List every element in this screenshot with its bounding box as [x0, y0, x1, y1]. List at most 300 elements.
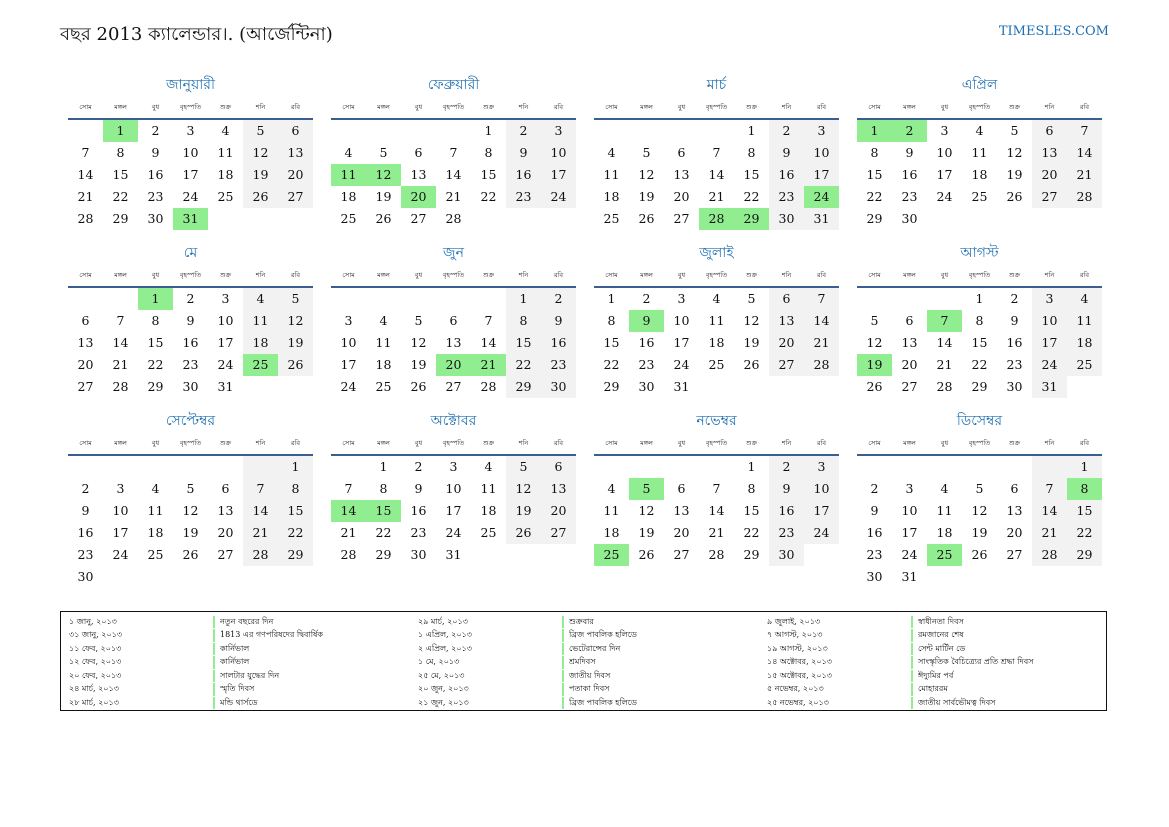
day-cell[interactable]: 5	[1010, 123, 1019, 138]
day-cell[interactable]: 11	[603, 503, 620, 518]
day-cell[interactable]: 8	[1067, 478, 1102, 500]
day-cell[interactable]: 31	[673, 379, 690, 394]
day-cell[interactable]: 26	[971, 547, 988, 562]
day-cell[interactable]: 21	[471, 354, 506, 376]
day-cell[interactable]: 11	[708, 313, 725, 328]
day-cell[interactable]: 13	[77, 335, 94, 350]
day-cell[interactable]: 22	[971, 357, 988, 372]
day-cell[interactable]: 14	[708, 167, 725, 182]
day-cell[interactable]: 9	[1010, 313, 1019, 328]
day-cell[interactable]: 8	[484, 145, 493, 160]
day-cell[interactable]: 8	[151, 313, 160, 328]
day-cell[interactable]: 17	[901, 525, 918, 540]
day-cell[interactable]: 20	[217, 525, 234, 540]
day-cell[interactable]: 28	[77, 211, 94, 226]
day-cell[interactable]: 7	[344, 481, 353, 496]
day-cell[interactable]: 6	[221, 481, 230, 496]
day-cell[interactable]: 31	[1032, 376, 1067, 398]
day-cell[interactable]: 1	[747, 123, 756, 138]
day-cell[interactable]: 29	[743, 547, 760, 562]
day-cell[interactable]: 6	[449, 313, 458, 328]
day-cell[interactable]: 24	[217, 357, 234, 372]
day-cell[interactable]: 14	[243, 500, 278, 522]
day-cell[interactable]: 28	[1032, 544, 1067, 566]
day-cell[interactable]: 6	[541, 456, 576, 478]
day-cell[interactable]: 16	[769, 500, 804, 522]
day-cell[interactable]: 12	[278, 310, 313, 332]
day-cell[interactable]: 17	[182, 167, 199, 182]
day-cell[interactable]: 16	[410, 503, 427, 518]
day-cell[interactable]: 15	[1067, 500, 1102, 522]
day-cell[interactable]: 31	[901, 569, 918, 584]
day-cell[interactable]: 10	[445, 481, 462, 496]
day-cell[interactable]: 11	[243, 310, 278, 332]
day-cell[interactable]: 23	[182, 357, 199, 372]
day-cell[interactable]: 25	[147, 547, 164, 562]
day-cell[interactable]: 9	[414, 481, 423, 496]
day-cell[interactable]: 17	[217, 335, 234, 350]
day-cell[interactable]: 29	[278, 544, 313, 566]
day-cell[interactable]: 10	[804, 478, 839, 500]
day-cell[interactable]: 18	[217, 167, 234, 182]
day-cell[interactable]: 13	[769, 310, 804, 332]
day-cell[interactable]: 4	[940, 481, 949, 496]
day-cell[interactable]: 4	[344, 145, 353, 160]
day-cell[interactable]: 25	[927, 544, 962, 566]
day-cell[interactable]: 15	[971, 335, 988, 350]
day-cell[interactable]: 8	[747, 145, 756, 160]
day-cell[interactable]: 19	[243, 164, 278, 186]
day-cell[interactable]: 31	[804, 208, 839, 230]
day-cell[interactable]: 27	[445, 379, 462, 394]
day-cell[interactable]: 18	[603, 525, 620, 540]
day-cell[interactable]: 10	[1032, 310, 1067, 332]
day-cell[interactable]: 15	[147, 335, 164, 350]
day-cell[interactable]: 20	[1006, 525, 1023, 540]
day-cell[interactable]: 19	[410, 357, 427, 372]
day-cell[interactable]: 2	[1010, 291, 1019, 306]
day-cell[interactable]: 15	[112, 167, 129, 182]
day-cell[interactable]: 27	[541, 522, 576, 544]
day-cell[interactable]: 12	[1006, 145, 1023, 160]
day-cell[interactable]: 4	[484, 459, 493, 474]
day-cell[interactable]: 24	[445, 525, 462, 540]
day-cell[interactable]: 16	[866, 525, 883, 540]
day-cell[interactable]: 28	[936, 379, 953, 394]
day-cell[interactable]: 28	[243, 544, 278, 566]
day-cell[interactable]: 6	[1032, 120, 1067, 142]
day-cell[interactable]: 3	[677, 291, 686, 306]
day-cell[interactable]: 22	[278, 522, 313, 544]
day-cell[interactable]: 10	[541, 142, 576, 164]
day-cell[interactable]: 23	[769, 522, 804, 544]
day-cell[interactable]: 23	[901, 189, 918, 204]
day-cell[interactable]: 31	[445, 547, 462, 562]
day-cell[interactable]: 2	[892, 120, 927, 142]
day-cell[interactable]: 21	[1032, 522, 1067, 544]
day-cell[interactable]: 19	[278, 332, 313, 354]
day-cell[interactable]: 7	[927, 310, 962, 332]
day-cell[interactable]: 14	[112, 335, 129, 350]
day-cell[interactable]: 26	[506, 522, 541, 544]
day-cell[interactable]: 11	[480, 481, 497, 496]
day-cell[interactable]: 5	[747, 291, 756, 306]
day-cell[interactable]: 6	[677, 481, 686, 496]
day-cell[interactable]: 9	[629, 310, 664, 332]
day-cell[interactable]: 2	[769, 120, 804, 142]
day-cell[interactable]: 24	[901, 547, 918, 562]
day-cell[interactable]: 6	[414, 145, 423, 160]
day-cell[interactable]: 13	[901, 335, 918, 350]
day-cell[interactable]: 23	[147, 189, 164, 204]
day-cell[interactable]: 30	[410, 547, 427, 562]
day-cell[interactable]: 3	[116, 481, 125, 496]
day-cell[interactable]: 14	[445, 167, 462, 182]
day-cell[interactable]: 8	[870, 145, 879, 160]
day-cell[interactable]: 17	[541, 164, 576, 186]
day-cell[interactable]: 24	[804, 522, 839, 544]
day-cell[interactable]: 22	[480, 189, 497, 204]
day-cell[interactable]: 5	[414, 313, 423, 328]
day-cell[interactable]: 30	[1006, 379, 1023, 394]
day-cell[interactable]: 21	[708, 189, 725, 204]
day-cell[interactable]: 7	[116, 313, 125, 328]
day-cell[interactable]: 11	[603, 167, 620, 182]
day-cell[interactable]: 23	[769, 186, 804, 208]
day-cell[interactable]: 21	[804, 332, 839, 354]
day-cell[interactable]: 24	[182, 189, 199, 204]
day-cell[interactable]: 23	[638, 357, 655, 372]
day-cell[interactable]: 7	[484, 313, 493, 328]
day-cell[interactable]: 28	[708, 547, 725, 562]
day-cell[interactable]: 29	[147, 379, 164, 394]
day-cell[interactable]: 20	[901, 357, 918, 372]
day-cell[interactable]: 12	[366, 164, 401, 186]
day-cell[interactable]: 14	[936, 335, 953, 350]
day-cell[interactable]: 17	[673, 335, 690, 350]
day-cell[interactable]: 5	[975, 481, 984, 496]
day-cell[interactable]: 5	[506, 456, 541, 478]
day-cell[interactable]: 21	[936, 357, 953, 372]
day-cell[interactable]: 1	[506, 288, 541, 310]
day-cell[interactable]: 22	[147, 357, 164, 372]
day-cell[interactable]: 26	[638, 547, 655, 562]
day-cell[interactable]: 12	[971, 503, 988, 518]
day-cell[interactable]: 26	[182, 547, 199, 562]
day-cell[interactable]: 10	[673, 313, 690, 328]
day-cell[interactable]: 3	[449, 459, 458, 474]
day-cell[interactable]: 25	[480, 525, 497, 540]
day-cell[interactable]: 4	[151, 481, 160, 496]
day-cell[interactable]: 3	[804, 456, 839, 478]
day-cell[interactable]: 1	[484, 123, 493, 138]
day-cell[interactable]: 14	[708, 503, 725, 518]
day-cell[interactable]: 22	[743, 525, 760, 540]
day-cell[interactable]: 13	[410, 167, 427, 182]
day-cell[interactable]: 16	[638, 335, 655, 350]
day-cell[interactable]: 26	[278, 354, 313, 376]
day-cell[interactable]: 17	[112, 525, 129, 540]
day-cell[interactable]: 23	[506, 186, 541, 208]
day-cell[interactable]: 25	[594, 544, 629, 566]
day-cell[interactable]: 7	[449, 145, 458, 160]
day-cell[interactable]: 21	[112, 357, 129, 372]
day-cell[interactable]: 18	[375, 357, 392, 372]
day-cell[interactable]: 1	[857, 120, 892, 142]
day-cell[interactable]: 29	[1067, 544, 1102, 566]
day-cell[interactable]: 29	[112, 211, 129, 226]
day-cell[interactable]: 22	[866, 189, 883, 204]
day-cell[interactable]: 21	[77, 189, 94, 204]
day-cell[interactable]: 19	[638, 525, 655, 540]
day-cell[interactable]: 1	[379, 459, 388, 474]
day-cell[interactable]: 13	[673, 167, 690, 182]
day-cell[interactable]: 20	[541, 500, 576, 522]
day-cell[interactable]: 6	[769, 288, 804, 310]
day-cell[interactable]: 28	[480, 379, 497, 394]
day-cell[interactable]: 2	[81, 481, 90, 496]
day-cell[interactable]: 29	[506, 376, 541, 398]
day-cell[interactable]: 20	[769, 332, 804, 354]
day-cell[interactable]: 7	[712, 481, 721, 496]
day-cell[interactable]: 15	[866, 167, 883, 182]
day-cell[interactable]: 27	[217, 547, 234, 562]
day-cell[interactable]: 18	[147, 525, 164, 540]
day-cell[interactable]: 13	[673, 503, 690, 518]
day-cell[interactable]: 18	[243, 332, 278, 354]
day-cell[interactable]: 25	[603, 211, 620, 226]
day-cell[interactable]: 12	[866, 335, 883, 350]
day-cell[interactable]: 5	[870, 313, 879, 328]
day-cell[interactable]: 9	[541, 310, 576, 332]
day-cell[interactable]: 27	[769, 354, 804, 376]
day-cell[interactable]: 14	[804, 310, 839, 332]
day-cell[interactable]: 28	[112, 379, 129, 394]
day-cell[interactable]: 28	[699, 208, 734, 230]
day-cell[interactable]: 19	[182, 525, 199, 540]
day-cell[interactable]: 10	[804, 142, 839, 164]
day-cell[interactable]: 29	[375, 547, 392, 562]
day-cell[interactable]: 15	[603, 335, 620, 350]
day-cell[interactable]: 1	[138, 288, 173, 310]
day-cell[interactable]: 19	[375, 189, 392, 204]
day-cell[interactable]: 8	[975, 313, 984, 328]
day-cell[interactable]: 20	[673, 189, 690, 204]
day-cell[interactable]: 8	[379, 481, 388, 496]
day-cell[interactable]: 18	[708, 335, 725, 350]
day-cell[interactable]: 24	[112, 547, 129, 562]
day-cell[interactable]: 13	[217, 503, 234, 518]
day-cell[interactable]: 5	[278, 288, 313, 310]
day-cell[interactable]: 25	[1067, 354, 1102, 376]
day-cell[interactable]: 14	[480, 335, 497, 350]
day-cell[interactable]: 22	[603, 357, 620, 372]
day-cell[interactable]: 25	[340, 211, 357, 226]
day-cell[interactable]: 30	[769, 208, 804, 230]
day-cell[interactable]: 11	[971, 145, 988, 160]
day-cell[interactable]: 27	[1032, 186, 1067, 208]
day-cell[interactable]: 12	[638, 503, 655, 518]
day-cell[interactable]: 27	[901, 379, 918, 394]
day-cell[interactable]: 5	[629, 478, 664, 500]
day-cell[interactable]: 2	[642, 291, 651, 306]
day-cell[interactable]: 11	[217, 145, 234, 160]
day-cell[interactable]: 30	[866, 569, 883, 584]
day-cell[interactable]: 20	[436, 354, 471, 376]
day-cell[interactable]: 24	[936, 189, 953, 204]
day-cell[interactable]: 3	[905, 481, 914, 496]
day-cell[interactable]: 21	[340, 525, 357, 540]
day-cell[interactable]: 19	[743, 335, 760, 350]
day-cell[interactable]: 24	[673, 357, 690, 372]
day-cell[interactable]: 17	[1032, 332, 1067, 354]
day-cell[interactable]: 6	[1010, 481, 1019, 496]
day-cell[interactable]: 18	[340, 189, 357, 204]
day-cell[interactable]: 9	[81, 503, 90, 518]
day-cell[interactable]: 11	[331, 164, 366, 186]
day-cell[interactable]: 16	[147, 167, 164, 182]
day-cell[interactable]: 4	[975, 123, 984, 138]
day-cell[interactable]: 12	[743, 313, 760, 328]
day-cell[interactable]: 20	[1032, 164, 1067, 186]
day-cell[interactable]: 11	[936, 503, 953, 518]
day-cell[interactable]: 18	[971, 167, 988, 182]
day-cell[interactable]: 30	[182, 379, 199, 394]
day-cell[interactable]: 9	[151, 145, 160, 160]
day-cell[interactable]: 6	[278, 120, 313, 142]
day-cell[interactable]: 4	[221, 123, 230, 138]
day-cell[interactable]: 14	[77, 167, 94, 182]
day-cell[interactable]: 26	[243, 186, 278, 208]
day-cell[interactable]: 1	[103, 120, 138, 142]
day-cell[interactable]: 20	[278, 164, 313, 186]
day-cell[interactable]: 25	[375, 379, 392, 394]
day-cell[interactable]: 31	[173, 208, 208, 230]
day-cell[interactable]: 15	[506, 332, 541, 354]
day-cell[interactable]: 23	[541, 354, 576, 376]
day-cell[interactable]: 23	[410, 525, 427, 540]
day-cell[interactable]: 26	[375, 211, 392, 226]
day-cell[interactable]: 28	[445, 211, 462, 226]
day-cell[interactable]: 9	[769, 142, 804, 164]
day-cell[interactable]: 19	[857, 354, 892, 376]
day-cell[interactable]: 12	[182, 503, 199, 518]
day-cell[interactable]: 17	[340, 357, 357, 372]
day-cell[interactable]: 28	[340, 547, 357, 562]
day-cell[interactable]: 3	[221, 291, 230, 306]
day-cell[interactable]: 21	[1067, 164, 1102, 186]
day-cell[interactable]: 30	[77, 569, 94, 584]
day-cell[interactable]: 5	[243, 120, 278, 142]
day-cell[interactable]: 8	[278, 478, 313, 500]
day-cell[interactable]: 20	[401, 186, 436, 208]
day-cell[interactable]: 10	[217, 313, 234, 328]
day-cell[interactable]: 13	[1032, 142, 1067, 164]
day-cell[interactable]: 17	[445, 503, 462, 518]
day-cell[interactable]: 25	[243, 354, 278, 376]
day-cell[interactable]: 13	[1006, 503, 1023, 518]
day-cell[interactable]: 30	[769, 544, 804, 566]
day-cell[interactable]: 26	[1006, 189, 1023, 204]
day-cell[interactable]: 19	[506, 500, 541, 522]
day-cell[interactable]: 1	[1067, 456, 1102, 478]
day-cell[interactable]: 27	[77, 379, 94, 394]
day-cell[interactable]: 3	[344, 313, 353, 328]
day-cell[interactable]: 27	[278, 186, 313, 208]
day-cell[interactable]: 21	[445, 189, 462, 204]
day-cell[interactable]: 30	[638, 379, 655, 394]
day-cell[interactable]: 21	[243, 522, 278, 544]
day-cell[interactable]: 7	[1032, 478, 1067, 500]
day-cell[interactable]: 9	[506, 142, 541, 164]
day-cell[interactable]: 16	[506, 164, 541, 186]
day-cell[interactable]: 23	[1006, 357, 1023, 372]
day-cell[interactable]: 3	[940, 123, 949, 138]
day-cell[interactable]: 13	[445, 335, 462, 350]
day-cell[interactable]: 28	[1067, 186, 1102, 208]
day-cell[interactable]: 24	[804, 186, 839, 208]
day-cell[interactable]: 11	[375, 335, 392, 350]
day-cell[interactable]: 19	[1006, 167, 1023, 182]
day-cell[interactable]: 22	[375, 525, 392, 540]
day-cell[interactable]: 3	[186, 123, 195, 138]
day-cell[interactable]: 29	[734, 208, 769, 230]
day-cell[interactable]: 3	[804, 120, 839, 142]
day-cell[interactable]: 4	[712, 291, 721, 306]
day-cell[interactable]: 18	[480, 503, 497, 518]
day-cell[interactable]: 10	[901, 503, 918, 518]
day-cell[interactable]: 22	[743, 189, 760, 204]
day-cell[interactable]: 18	[1067, 332, 1102, 354]
day-cell[interactable]: 2	[506, 120, 541, 142]
day-cell[interactable]: 17	[804, 164, 839, 186]
day-cell[interactable]: 26	[743, 357, 760, 372]
day-cell[interactable]: 23	[77, 547, 94, 562]
day-cell[interactable]: 8	[506, 310, 541, 332]
day-cell[interactable]: 7	[712, 145, 721, 160]
day-cell[interactable]: 18	[936, 525, 953, 540]
day-cell[interactable]: 22	[112, 189, 129, 204]
day-cell[interactable]: 2	[186, 291, 195, 306]
day-cell[interactable]: 12	[506, 478, 541, 500]
day-cell[interactable]: 16	[541, 332, 576, 354]
day-cell[interactable]: 16	[769, 164, 804, 186]
site-link[interactable]: TIMESLES.COM	[998, 24, 1109, 39]
day-cell[interactable]: 22	[1067, 522, 1102, 544]
day-cell[interactable]: 4	[379, 313, 388, 328]
day-cell[interactable]: 30	[147, 211, 164, 226]
day-cell[interactable]: 1	[975, 291, 984, 306]
day-cell[interactable]: 7	[81, 145, 90, 160]
day-cell[interactable]: 5	[379, 145, 388, 160]
day-cell[interactable]: 15	[480, 167, 497, 182]
day-cell[interactable]: 13	[278, 142, 313, 164]
day-cell[interactable]: 16	[1006, 335, 1023, 350]
day-cell[interactable]: 6	[677, 145, 686, 160]
day-cell[interactable]: 8	[116, 145, 125, 160]
day-cell[interactable]: 24	[340, 379, 357, 394]
day-cell[interactable]: 19	[638, 189, 655, 204]
day-cell[interactable]: 10	[936, 145, 953, 160]
day-cell[interactable]: 30	[901, 211, 918, 226]
day-cell[interactable]: 13	[541, 478, 576, 500]
day-cell[interactable]: 20	[673, 525, 690, 540]
day-cell[interactable]: 15	[743, 503, 760, 518]
day-cell[interactable]: 12	[410, 335, 427, 350]
day-cell[interactable]: 1	[278, 456, 313, 478]
day-cell[interactable]: 20	[77, 357, 94, 372]
day-cell[interactable]: 27	[410, 211, 427, 226]
